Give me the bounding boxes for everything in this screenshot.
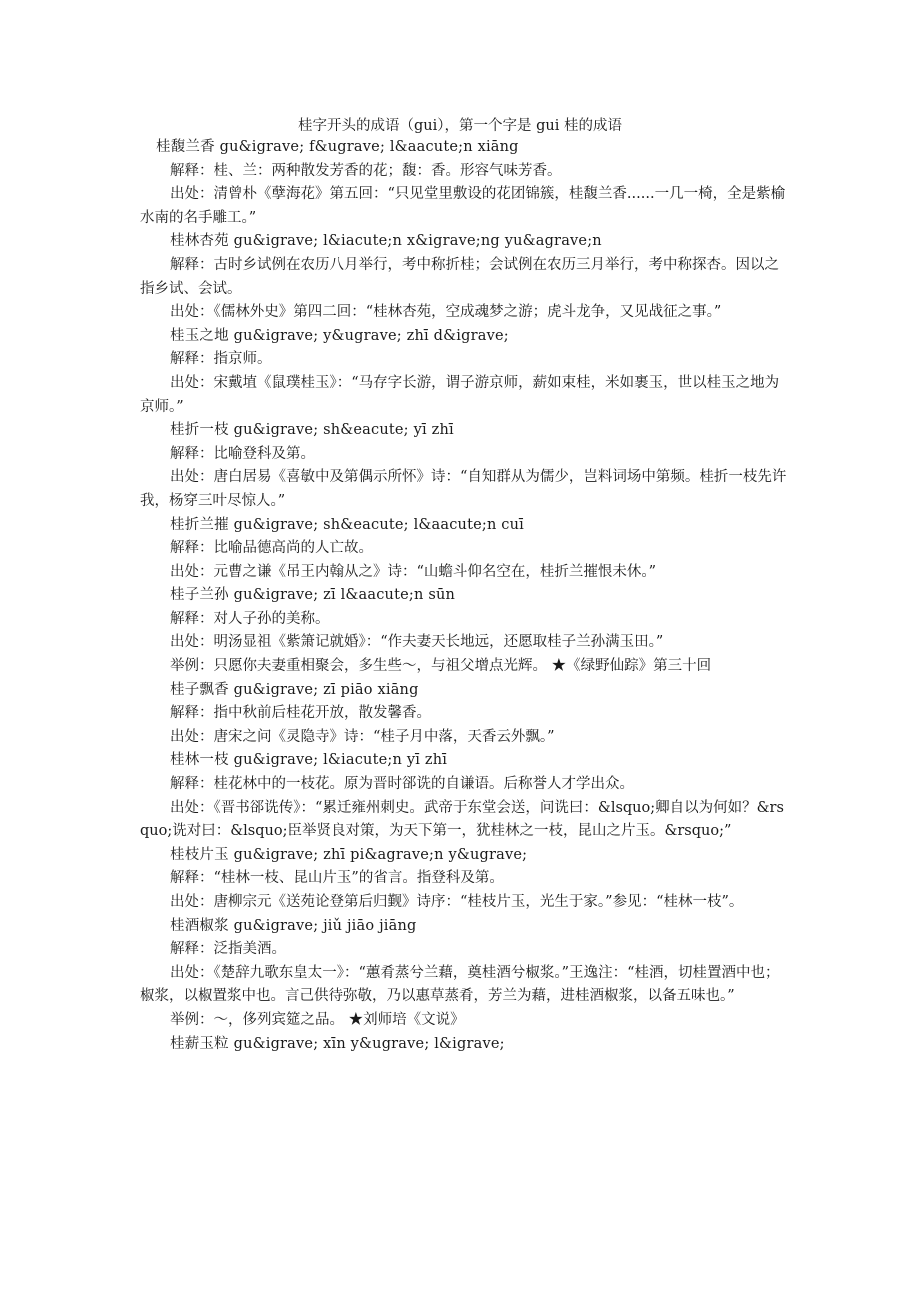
source: 出处：《儒林外史》第四二回：“桂林杏苑，空成魂梦之游；虎斗龙争，又见战征之事。”	[170, 304, 722, 321]
source: 出处：清曾朴《孽海花》第五回：“只见堂里敷设的花团锦簇，桂馥兰香......一几一椅，全是紫榆水南的名手雕工。”	[140, 186, 786, 226]
source: 出处：明汤显祖《紫箫记就婚》：“作夫妻天长地远，还愿取桂子兰孙满玉田。”	[170, 634, 664, 651]
explanation: 解释：比喻品德高尚的人亡故。	[170, 540, 373, 557]
idiom-entry: 桂林一枝 gu&igrave; l&iacute;n yī zhī	[170, 752, 448, 769]
document-body	[140, 136, 790, 1056]
explanation: 解释：“桂林一枝、昆山片玉”的省言。指登科及第。	[170, 870, 504, 887]
explanation: 解释：指京师。	[170, 351, 272, 368]
idiom-entry: 桂子兰孙 gu&igrave; zī l&aacute;n sūn	[170, 587, 456, 604]
source: 出处：元曹之谦《吊王内翰从之》诗：“山蟾斗仰名空在，桂折兰摧恨未休。”	[170, 563, 657, 580]
explanation: 解释：对人子孙的美称。	[170, 610, 330, 627]
example: 举例：只愿你夫妻重相聚会，多生些～，与祖父增点光辉。 ★《绿野仙踪》第三十回	[170, 658, 712, 675]
idiom-entry: 桂酒椒浆 gu&igrave; jiǔ jiāo jiāng	[170, 917, 417, 934]
idiom-entry: 桂林杏苑 gu&igrave; l&iacute;n x&igrave;ng yu&agrave;n	[170, 233, 602, 250]
idiom-entry: 桂馥兰香 gu&igrave; f&ugrave; l&aacute;n xiāng	[156, 139, 519, 155]
source: 出处：《楚辞九歌东皇太一》：“蕙肴蒸兮兰藉，奠桂酒兮椒浆。”王逸注：“桂酒，切桂置酒中也；椒浆，以椒置浆中也。言己供待弥敬，乃以惠草蒸肴，芳兰为藉，进桂酒椒浆，以备五味也。”	[140, 964, 780, 1005]
explanation: 解释：桂、兰：两种散发芳香的花；馥：香。形容气味芳香。	[170, 162, 562, 179]
idiom-entry: 桂折一枝 gu&igrave; sh&eacute; yī zhī	[170, 422, 454, 439]
idiom-entry: 桂薪玉粒 gu&igrave; xīn y&ugrave; l&igrave;	[170, 1035, 505, 1052]
source: 出处：唐白居易《喜敏中及第偶示所怀》诗：“自知群从为儒少，岂料词场中第频。桂折一枝先许我，杨穿三叶尽惊人。”	[140, 469, 787, 509]
explanation: 解释：指中秋前后桂花开放，散发馨香。	[170, 705, 431, 722]
source: 出处：宋戴埴《鼠璞桂玉》：“马存字长游，谓子游京师，薪如束桂，米如裹玉，世以桂玉之地为京师。”	[140, 374, 780, 415]
source: 出处：唐宋之问《灵隐寺》诗：“桂子月中落，天香云外飘。”	[170, 728, 555, 745]
idiom-entry: 桂折兰摧 gu&igrave; sh&eacute; l&aacute;n cuī	[170, 516, 525, 533]
example: 举例：～，侈列宾筵之品。 ★刘师培《文说》	[170, 1011, 465, 1028]
source: 出处：唐柳宗元《送苑论登第后归觐》诗序：“桂枝片玉，光生于家。”参见：“桂林一枝”。	[170, 894, 744, 910]
explanation: 解释：泛指美酒。	[170, 941, 286, 958]
source: 出处：《晋书郤诜传》：“累迁雍州刺史。武帝于东堂会送，问诜曰：&lsquo;卿自以为何如？&rsquo;诜对曰：&lsquo;臣举贤良对策，为天下第一，犹桂林之一枝，昆山之片玉。&rsquo;”	[140, 799, 784, 840]
idiom-entry: 桂枝片玉 gu&igrave; zhī pi&agrave;n y&ugrave;	[170, 846, 528, 863]
explanation: 解释：桂花林中的一枝花。原为晋时郤诜的自谦语。后称誉人才学出众。	[170, 776, 634, 793]
page-title: 桂字开头的成语（gui），第一个字是 gui 桂的成语	[298, 118, 622, 134]
explanation: 解释：古时乡试例在农历八月举行，考中称折桂；会试例在农历三月举行，考中称探杏。因以之指乡试、会试。	[140, 256, 779, 297]
idiom-entry: 桂子飘香 gu&igrave; zī piāo xiāng	[170, 681, 419, 698]
idiom-entry: 桂玉之地 gu&igrave; y&ugrave; zhī d&igrave;	[170, 327, 509, 344]
explanation: 解释：比喻登科及第。	[170, 445, 315, 462]
